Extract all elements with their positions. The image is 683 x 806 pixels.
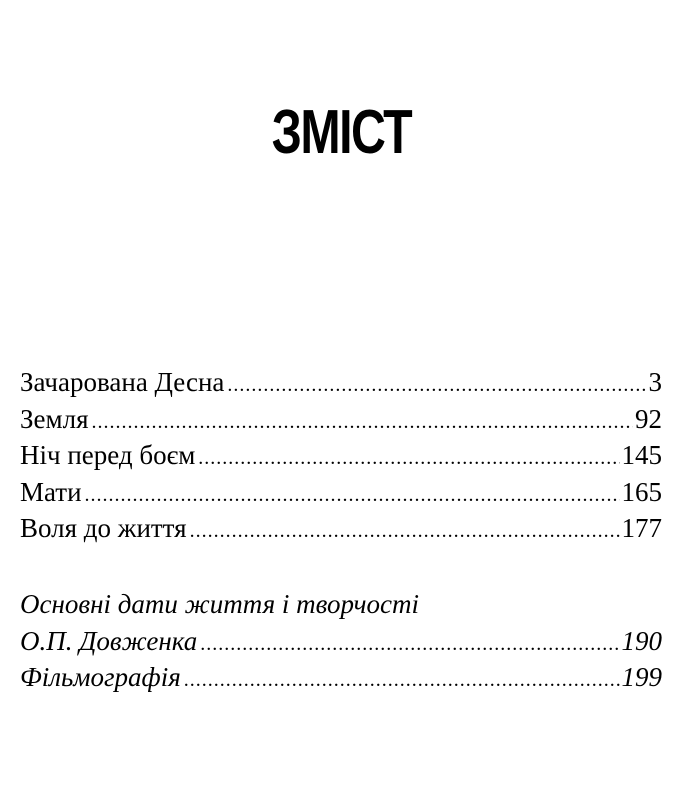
toc-entry-title: Фільмографія [20,662,181,692]
toc-entry-filmography[interactable] [20,659,662,696]
toc-entry-page: 3 [648,367,662,397]
toc-entry-page: 177 [621,513,662,543]
toc-entry-page: 199 [621,662,662,692]
toc-entry-title: О.П. Довженка [20,625,198,656]
toc-entry-page: 165 [621,476,662,507]
dot-leader [198,440,619,477]
page-title: ЗМІСТ [271,98,412,167]
toc-entry-zacharovana-desna[interactable] [20,364,662,401]
toc-entry-title: Ніч перед боєм [20,440,196,470]
toc-entry-title: Зачарована Десна [20,367,225,397]
dot-leader [92,404,634,441]
dot-leader [227,367,646,404]
appendix-heading: Основні дати життя і творчості [20,589,420,619]
toc-entry-title: Мати [20,476,82,507]
toc-entry-page: 145 [621,440,662,470]
toc-entry-volia-do-zhyttia[interactable] [20,510,662,547]
toc-entry-nich-pered-boiem[interactable] [20,437,662,474]
dot-leader [85,477,620,514]
toc-entry-zemlia[interactable] [20,401,662,438]
toc-entry-title: Воля до життя [20,513,187,543]
dot-leader [184,662,620,699]
dot-leader [200,626,619,663]
toc-entry-maty[interactable] [20,474,662,511]
table-of-contents [20,364,662,547]
toc-entry-dovzhenko-dates[interactable] [20,623,662,660]
toc-entry-title: Земля [20,403,89,434]
appendix-contents [20,586,662,696]
toc-entry-page: 190 [621,625,662,656]
dot-leader [190,513,620,550]
toc-entry-page: 92 [635,403,662,434]
